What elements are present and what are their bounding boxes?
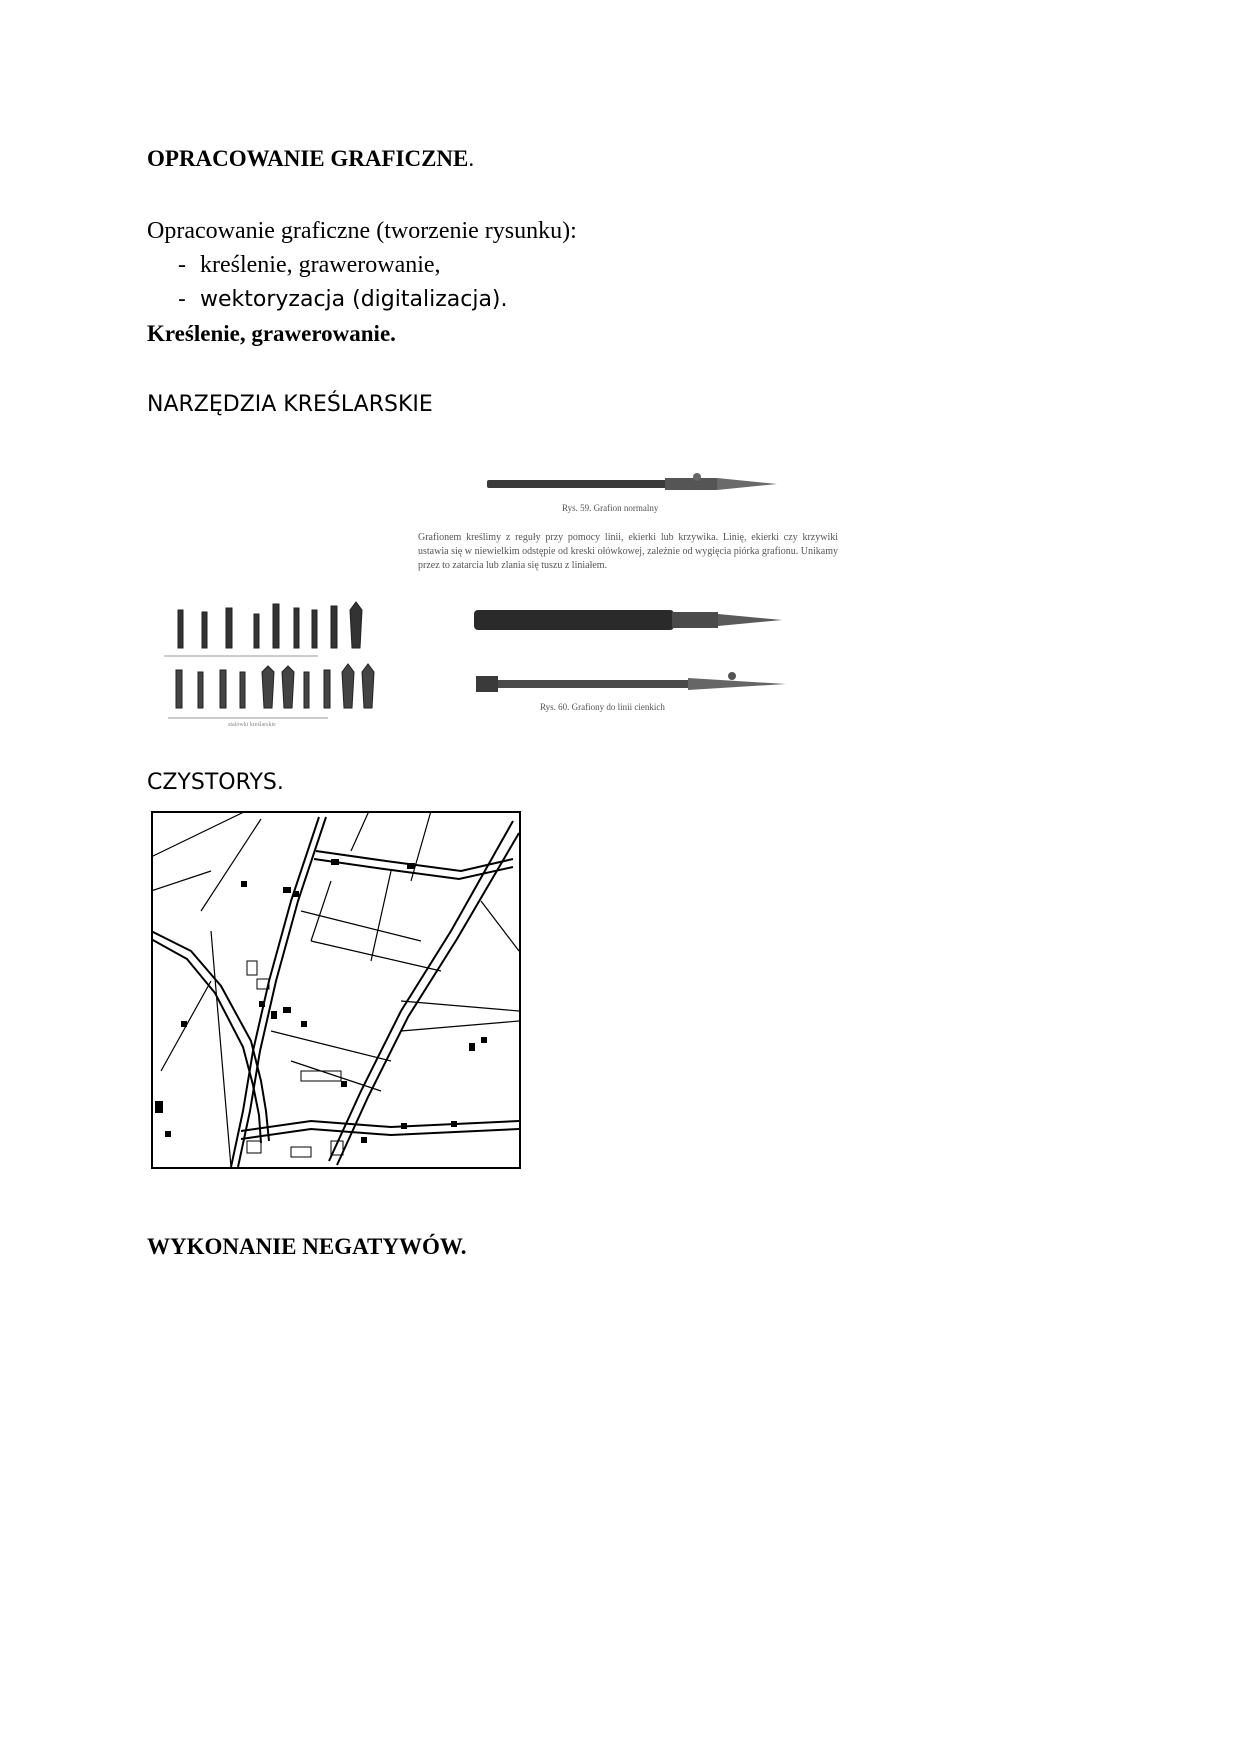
nibs-caption: stalówki kreślarskie	[228, 722, 276, 728]
figure-caption: Rys. 59. Grafion normalny	[562, 503, 659, 513]
drafting-pen-bottom-image	[474, 668, 794, 700]
list-item: - kreślenie, grawerowanie,	[178, 252, 441, 278]
map-clean-copy-image	[151, 811, 521, 1169]
book-excerpt-text: Grafionem kreślimy z reguły przy pomocy linii, ekierki lub krzywika. Linię, ekierki czy krzywiki ustawia się w niewielkim odstępie od kreski ołówkowej, zależnie od wygięcia piórka grafionu. Unikamy przez to zatarcia lub zlania się tuszu z liniałem.	[418, 532, 838, 571]
page-title: OPRACOWANIE GRAFICZNE.	[147, 146, 475, 171]
intro-paragraph: Opracowanie graficzne (tworzenie rysunku):	[147, 218, 577, 244]
section-subheading: Kreślenie, grawerowanie.	[147, 321, 396, 346]
bullet-marker: -	[178, 252, 186, 278]
clean-copy-heading: CZYSTORYS.	[147, 770, 284, 795]
drafting-nibs-image	[158, 600, 383, 730]
negatives-heading: WYKONANIE NEGATYWÓW.	[147, 1234, 467, 1259]
drafting-pen-middle-image	[472, 606, 792, 636]
bullet-marker: -	[178, 287, 186, 312]
tools-heading: NARZĘDZIA KREŚLARSKIE	[147, 392, 433, 417]
drafting-pen-top-image	[485, 470, 785, 500]
list-item: - wektoryzacja (digitalizacja).	[178, 287, 508, 312]
figure-caption: Rys. 60. Grafiony do linii cienkich	[540, 702, 665, 712]
